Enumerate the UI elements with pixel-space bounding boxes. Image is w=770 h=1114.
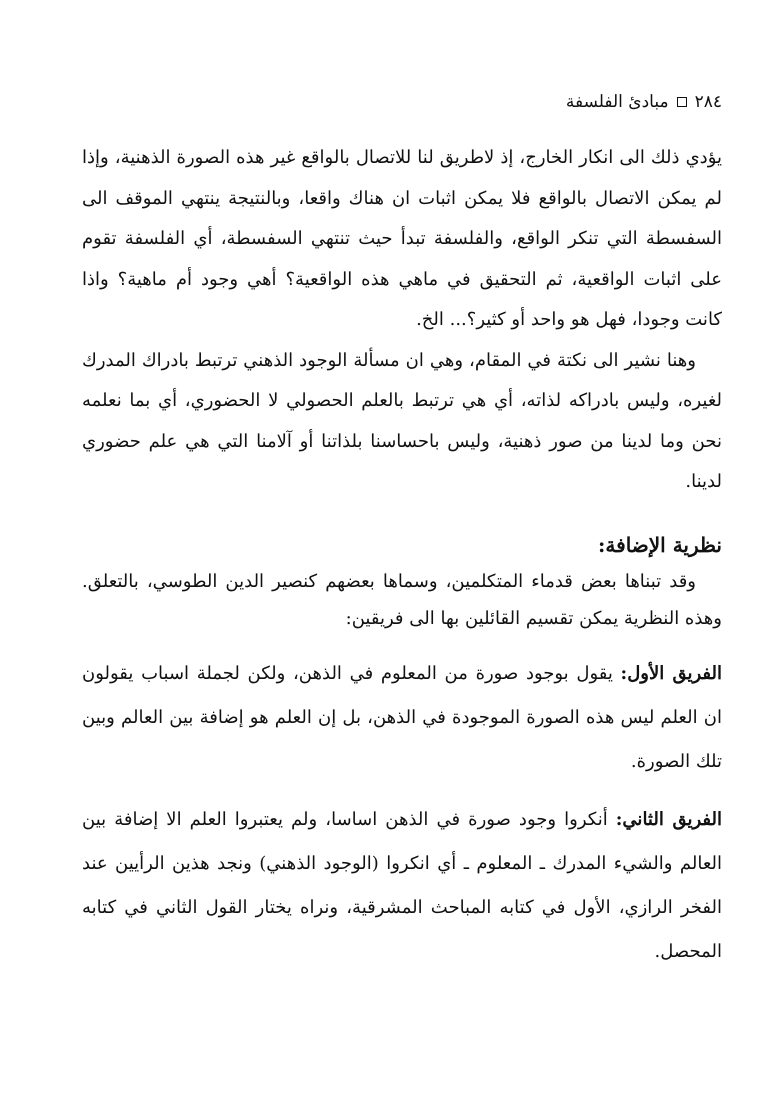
- section-intro: وقد تبناها بعض قدماء المتكلمين، وسماها بعضهم كنصير الدين الطوسي، بالتعلق. وهذه النظرية يمكن تقسيم القائلين بها الى فريقين:: [82, 570, 722, 629]
- group-2-label: الفريق الثاني:: [615, 808, 722, 830]
- group-1-text: يقول بوجود صورة من المعلوم في الذهن، ولكن لجملة اسباب يقولون ان العلم ليس هذه الصورة الموجودة في الذهن، بل إن العلم هو إضافة بين العالم وبين تلك الصورة.: [82, 662, 722, 772]
- group-1-label: الفريق الأول:: [620, 662, 722, 684]
- paragraph-1: يؤدي ذلك الى انكار الخارج، إذ لاطريق لنا للاتصال بالواقع غير هذه الصورة الذهنية، وإذا لم يمكن الاتصال بالواقع فلا يمكن اثبات ان هناك واقعا، وبالنتيجة ينتهي الموقف الى السفسطة التي تنكر الواقع، والفلسفة تبدأ حيث تنتهي السفسطة، أي الفلسفة تقوم على اثبات الواقعية، ثم التحقيق في ماهي هذه الواقعية؟ أهي وجود أم ماهية؟ واذا كانت وجودا، فهل هو واحد أو كثير؟... الخ.: [82, 147, 722, 330]
- book-page: [82, 90, 722, 974]
- group-2-text: أنكروا وجود صورة في الذهن اساسا، ولم يعتبروا العلم الا إضافة بين العالم والشيء المدرك ـ المعلوم ـ أي انكروا (الوجود الذهني) ونجد هذين الرأيين عند الفخر الرازي، الأول في كتابه المباحث المشرقية، ونراه يختار القول الثاني في كتابه المحصل.: [82, 808, 722, 962]
- paragraph-2: وهنا نشير الى نكتة في المقام، وهي ان مسألة الوجود الذهني ترتبط بادراك المدرك لغيره، وليس بادراكه لذاته، أي هي ترتبط بالعلم الحصولي لا الحضوري، أي بما نعلمه نحن وما لدينا من صور ذهنية، وليس باحساسنا بلذاتنا أو آلامنا التي هي علم حضوري لدينا.: [82, 349, 722, 492]
- group-2-paragraph: [82, 798, 722, 974]
- group-1-paragraph: [82, 652, 722, 784]
- running-header: [82, 90, 722, 114]
- book-title: مبادئ الفلسفة: [565, 92, 669, 112]
- separator-square-icon: [677, 97, 687, 107]
- section-heading: نظرية الإضافة:: [598, 532, 722, 557]
- page-number: ٢٨٤: [694, 92, 722, 112]
